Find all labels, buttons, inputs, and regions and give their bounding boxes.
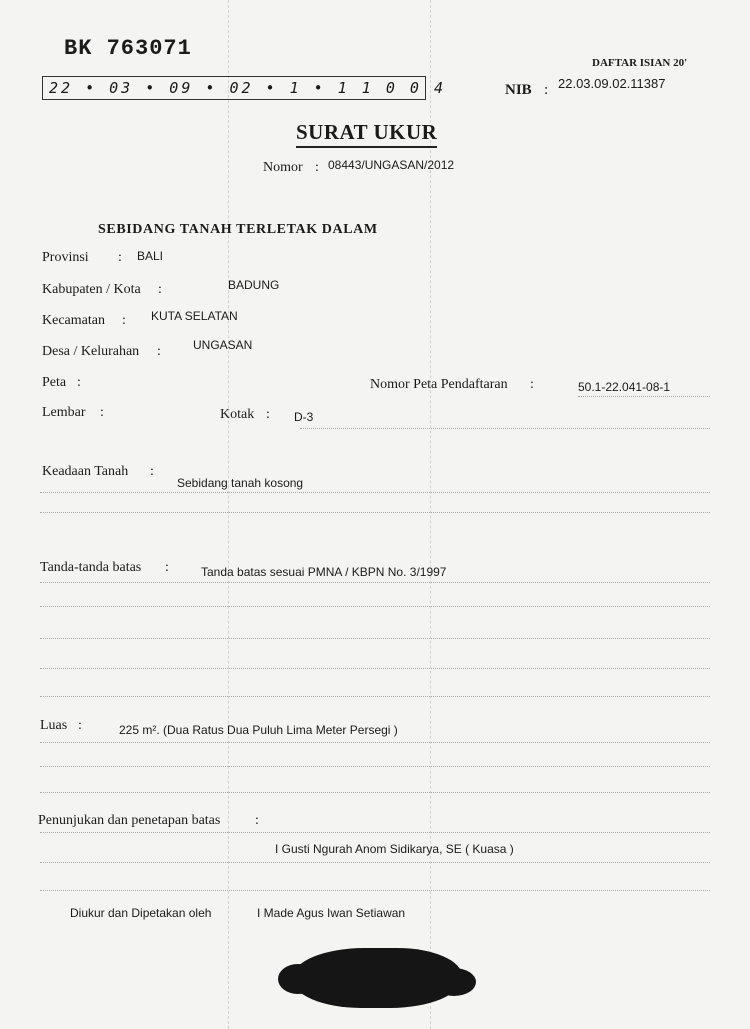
kotak-colon: :	[266, 407, 270, 422]
peta-label: Peta	[42, 375, 67, 390]
section-heading: SEBIDANG TANAH TERLETAK DALAM	[98, 222, 378, 237]
dotted-line	[40, 582, 710, 583]
kecamatan-label: Kecamatan	[42, 313, 105, 328]
lembar-colon: :	[100, 405, 104, 420]
kabupaten-colon: :	[158, 282, 162, 297]
diukur-label: Diukur dan Dipetakan oleh	[70, 906, 212, 920]
keadaan-tanah-colon: :	[150, 464, 154, 479]
nomor-colon: :	[315, 160, 319, 175]
keadaan-tanah-label: Keadaan Tanah	[42, 464, 129, 479]
provinsi-label: Provinsi	[42, 250, 89, 265]
dotted-line	[40, 696, 710, 697]
nomor-peta-label: Nomor Peta Pendaftaran	[370, 377, 508, 392]
kabupaten-label: Kabupaten / Kota	[42, 282, 141, 297]
fold-line	[228, 0, 229, 1029]
dotted-line	[40, 832, 710, 833]
penunjukan-label: Penunjukan dan penetapan batas	[38, 813, 221, 828]
dotted-line	[300, 428, 710, 429]
dotted-line	[40, 492, 710, 493]
dotted-line	[40, 862, 710, 863]
penunjukan-value: I Gusti Ngurah Anom Sidikarya, SE ( Kuasa )	[275, 842, 514, 856]
official-stamp	[292, 948, 462, 1008]
luas-label: Luas	[40, 718, 68, 733]
keadaan-tanah-value: Sebidang tanah kosong	[177, 476, 304, 490]
luas-colon: :	[78, 718, 82, 733]
nib-label: NIB	[505, 82, 532, 98]
tanda-batas-value: Tanda batas sesuai PMNA / KBPN No. 3/1997	[201, 565, 447, 579]
kotak-value: D-3	[294, 410, 314, 424]
tanda-batas-label: Tanda-tanda batas	[40, 560, 142, 575]
nomor-peta-colon: :	[530, 377, 534, 392]
provinsi-colon: :	[118, 250, 122, 265]
bk-number: BK 763071	[64, 36, 192, 61]
nib-value: 22.03.09.02.11387	[558, 76, 666, 91]
dotted-line	[40, 742, 710, 743]
nomor-value: 08443/UNGASAN/2012	[328, 158, 455, 172]
lembar-label: Lembar	[42, 405, 86, 420]
dotted-line	[40, 638, 710, 639]
nib-colon: :	[544, 82, 549, 98]
dotted-line	[40, 890, 710, 891]
dotted-line	[40, 668, 710, 669]
registration-code-box: 22 • 03 • 09 • 02 • 1 • 1 1 0 0 4	[42, 76, 426, 100]
nomor-peta-value: 50.1-22.041-08-1	[578, 380, 671, 394]
dotted-line	[40, 512, 710, 513]
diukur-value: I Made Agus Iwan Setiawan	[257, 906, 406, 920]
kotak-label: Kotak	[220, 407, 255, 422]
tanda-batas-colon: :	[165, 560, 169, 575]
nomor-label: Nomor	[263, 160, 303, 175]
daftar-isian: DAFTAR ISIAN 20'	[592, 57, 688, 69]
penunjukan-colon: :	[255, 813, 259, 828]
dotted-line	[578, 396, 710, 397]
desa-label: Desa / Kelurahan	[42, 344, 140, 359]
fold-line	[430, 0, 431, 1029]
peta-colon: :	[77, 375, 81, 390]
desa-colon: :	[157, 344, 161, 359]
luas-value: 225 m². (Dua Ratus Dua Puluh Lima Meter Persegi )	[119, 723, 398, 737]
dotted-line	[40, 792, 710, 793]
kecamatan-value: KUTA SELATAN	[151, 309, 238, 323]
kabupaten-value: BADUNG	[228, 278, 280, 292]
kecamatan-colon: :	[122, 313, 126, 328]
document-title: SURAT UKUR	[296, 120, 437, 148]
dotted-line	[40, 606, 710, 607]
desa-value: UNGASAN	[193, 338, 253, 352]
provinsi-value: BALI	[137, 249, 164, 263]
dotted-line	[40, 766, 710, 767]
